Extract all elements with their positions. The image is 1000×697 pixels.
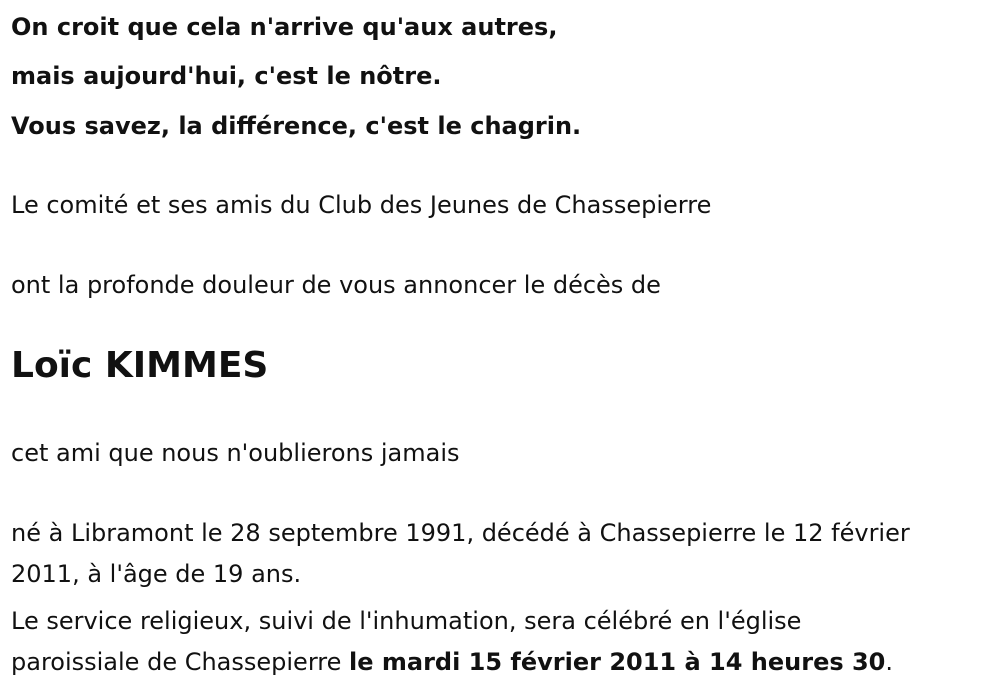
birth-death-line-2: 2011, à l'âge de 19 ans. (11, 560, 302, 588)
birth-death-line-1: né à Libramont le 28 septembre 1991, décédé à Chassepierre le 12 février (11, 519, 910, 547)
intro-text: Le comité et ses amis du Club des Jeunes de Chassepierre (11, 191, 712, 219)
service-line-1: Le service religieux, suivi de l'inhumation, sera célébré en l'église (11, 607, 802, 635)
deceased-name: Loïc KIMMES (11, 345, 269, 386)
tribute-text: cet ami que nous n'oublierons jamais (11, 439, 460, 467)
poem-line-1: On croit que cela n'arrive qu'aux autres, (11, 13, 558, 41)
poem-line-3: Vous savez, la différence, c'est le chagrin. (11, 112, 582, 140)
service-period: . (885, 648, 894, 676)
announce-text: ont la profonde douleur de vous annoncer le décès de (11, 271, 661, 299)
service-place-text: paroissiale de Chassepierre (11, 648, 350, 676)
service-datetime: le mardi 15 février 2011 à 14 heures 30 (349, 648, 886, 676)
poem-line-2: mais aujourd'hui, c'est le nôtre. (11, 62, 442, 90)
service-line-2 (11, 647, 893, 677)
